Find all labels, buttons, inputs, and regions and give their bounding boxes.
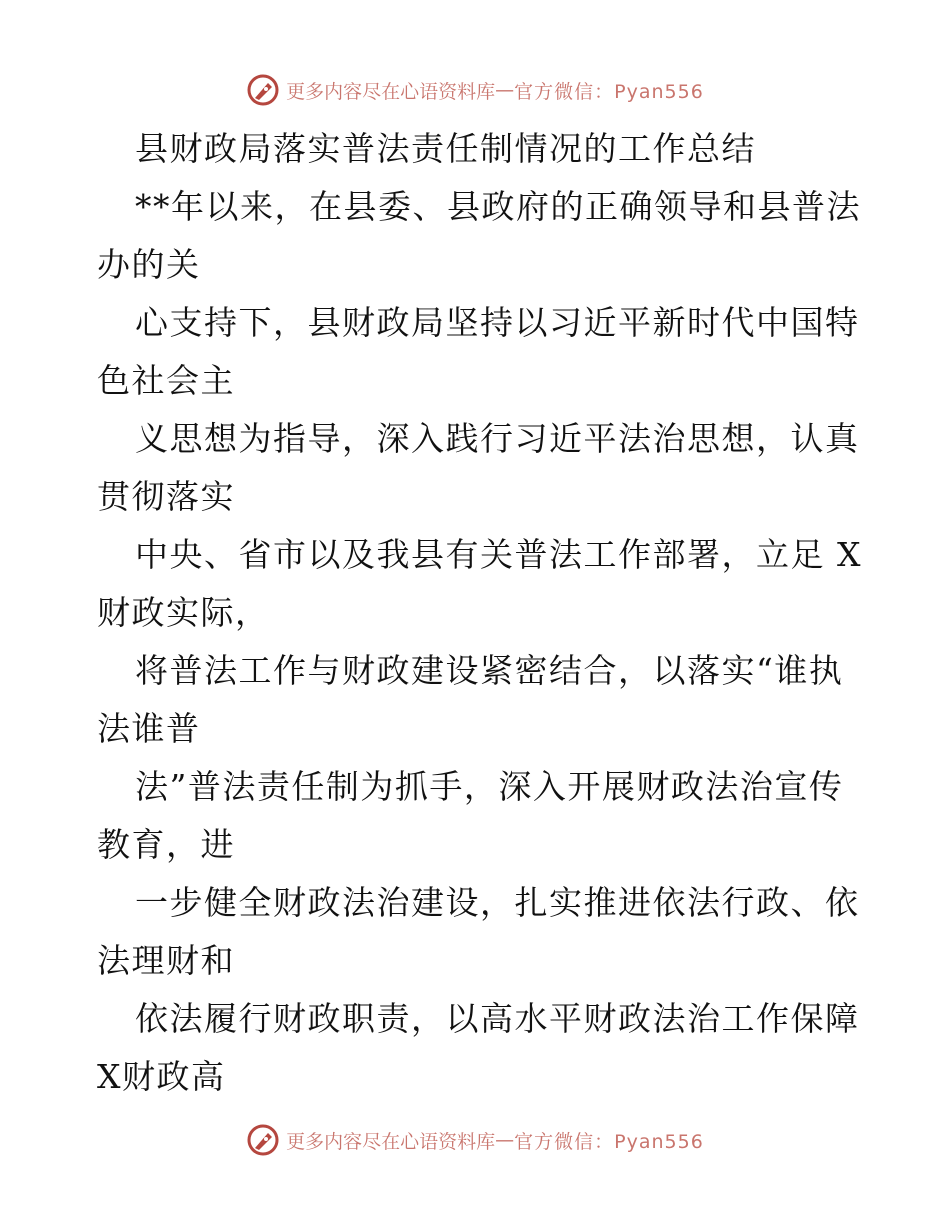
paragraph-line: 心支持下，县财政局坚持以习近平新时代中国特 — [135, 303, 860, 342]
paragraph-line: 财政实际， — [97, 593, 270, 632]
paragraph-line: 依法履行财政职责，以高水平财政法治工作保障 — [135, 999, 860, 1038]
banner-text: 更多内容尽在心语资料库 — [286, 1130, 496, 1153]
banner-contact: 官方微信：Pyan556 — [514, 1130, 704, 1153]
paragraph-line: 将普法工作与财政建设紧密结合，以落实“谁执 — [135, 651, 844, 690]
paragraph-line: 一步健全财政法治建设，扎实推进依法行政、依 — [135, 883, 860, 922]
paragraph-line: 法谁普 — [97, 709, 201, 748]
paragraph-line: X财政高 — [97, 1057, 226, 1096]
paragraph-lines — [97, 178, 862, 1106]
paragraph-line: 法”普法责任制为抓手，深入开展财政法治宣传 — [135, 767, 844, 806]
pen-nib-logo-icon — [246, 73, 280, 107]
pen-nib-logo-icon — [246, 1123, 280, 1157]
paragraph-line: 办的关 — [97, 245, 201, 284]
paragraph-line: 色社会主 — [97, 361, 235, 400]
banner-separator: — — [495, 79, 515, 101]
paragraph-line: 义思想为指导，深入践行习近平法治思想，认真 — [135, 419, 860, 458]
footer-banner — [0, 1120, 950, 1160]
paragraph-line: 法理财和 — [97, 941, 235, 980]
paragraph-line: **年以来，在县委、县政府的正确领导和县普法 — [135, 187, 861, 226]
paragraph-line: 教育，进 — [97, 825, 235, 864]
banner-separator: — — [495, 1129, 515, 1151]
header-banner — [0, 70, 950, 110]
banner-text: 更多内容尽在心语资料库 — [286, 80, 496, 103]
paragraph-line: 贯彻落实 — [97, 477, 235, 516]
banner-contact: 官方微信：Pyan556 — [514, 80, 704, 103]
paragraph-line: 中央、省市以及我县有关普法工作部署，立足 X — [135, 535, 862, 574]
document-body — [97, 120, 862, 1106]
document-title: 县财政局落实普法责任制情况的工作总结 — [135, 129, 756, 168]
